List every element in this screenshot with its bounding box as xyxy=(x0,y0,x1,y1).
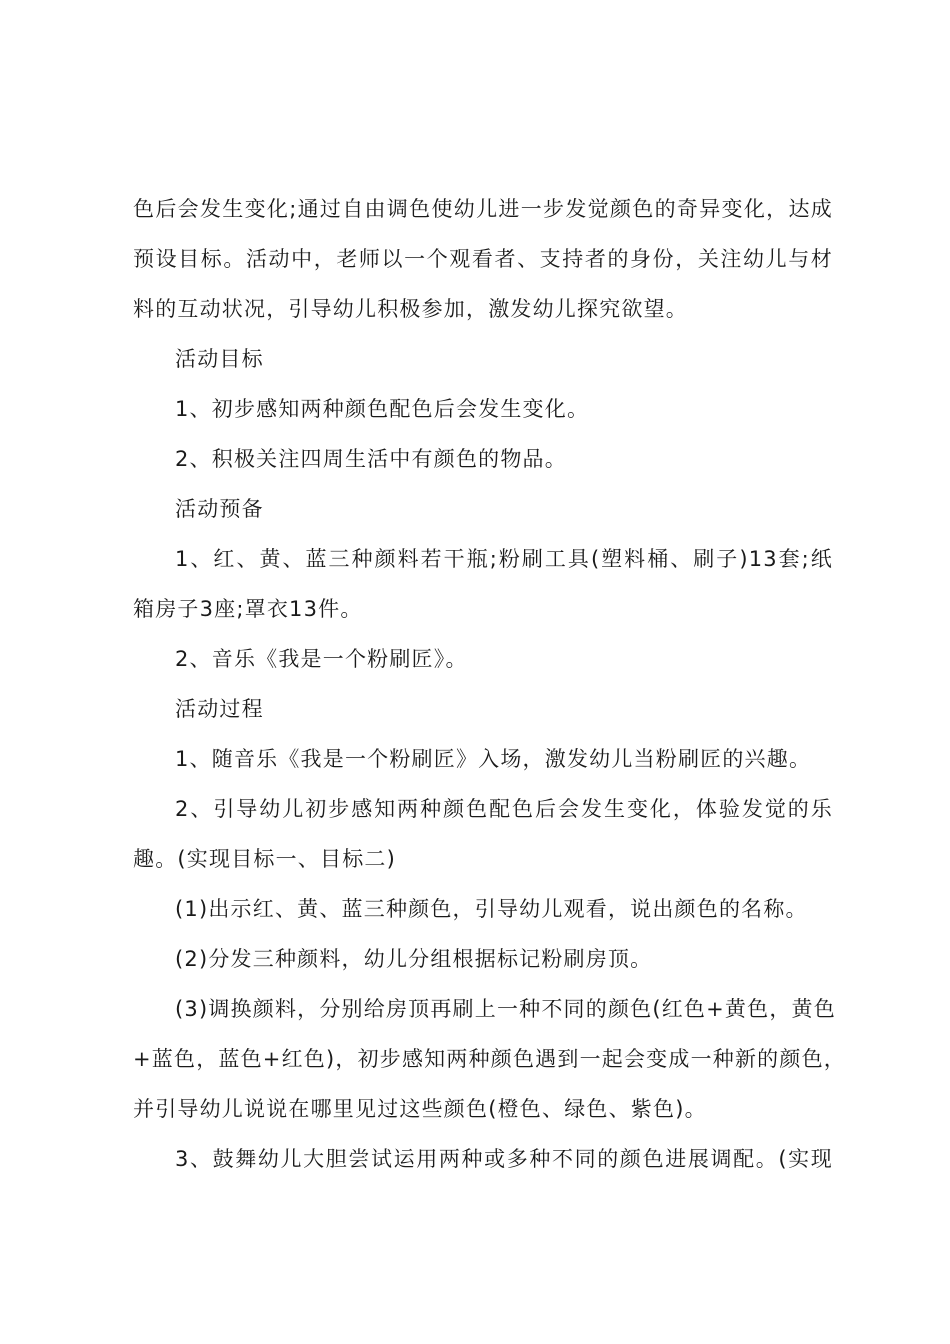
list-item: 1、随音乐《我是一个粉刷匠》入场，激发幼儿当粉刷匠的兴趣。 xyxy=(175,747,812,771)
list-item: 1、初步感知两种颜色配色后会发生变化。 xyxy=(175,397,590,421)
paragraph-line: 趣。(实现目标一、目标二) xyxy=(133,847,396,871)
document-body xyxy=(133,184,846,1184)
paragraph-line: +蓝色，蓝色+红色)，初步感知两种颜色遇到一起会变成一种新的颜色， xyxy=(133,1047,846,1071)
list-item: 2、积极关注四周生活中有颜色的物品。 xyxy=(175,447,567,471)
list-item: 1、红、黄、蓝三种颜料若干瓶;粉刷工具(塑料桶、刷子)13套;纸 xyxy=(175,547,833,571)
list-item: (3)调换颜料，分别给房顶再刷上一种不同的颜色(红色+黄色，黄色 xyxy=(175,997,836,1021)
paragraph-line: 箱房子3座;罩衣13件。 xyxy=(133,597,363,621)
section-heading-preparation: 活动预备 xyxy=(175,497,264,521)
list-item: 2、引导幼儿初步感知两种颜色配色后会发生变化，体验发觉的乐 xyxy=(175,797,833,821)
list-item: 2、音乐《我是一个粉刷匠》。 xyxy=(175,647,468,671)
paragraph-line: 色后会发生变化;通过自由调色使幼儿进一步发觉颜色的奇异变化，达成 xyxy=(133,197,833,221)
paragraph-line: 料的互动状况，引导幼儿积极参加，激发幼儿探究欲望。 xyxy=(133,297,688,321)
section-heading-goals: 活动目标 xyxy=(175,347,264,371)
paragraph-line: 并引导幼儿说说在哪里见过这些颜色(橙色、绿色、紫色)。 xyxy=(133,1097,707,1121)
list-item: (2)分发三种颜料，幼儿分组根据标记粉刷房顶。 xyxy=(175,947,653,971)
paragraph-line: 预设目标。活动中，老师以一个观看者、支持者的身份，关注幼儿与材 xyxy=(133,247,833,271)
section-heading-process: 活动过程 xyxy=(175,697,264,721)
list-item: 3、鼓舞幼儿大胆尝试运用两种或多种不同的颜色进展调配。(实现 xyxy=(175,1147,833,1171)
list-item: (1)出示红、黄、蓝三种颜色，引导幼儿观看，说出颜色的名称。 xyxy=(175,897,808,921)
